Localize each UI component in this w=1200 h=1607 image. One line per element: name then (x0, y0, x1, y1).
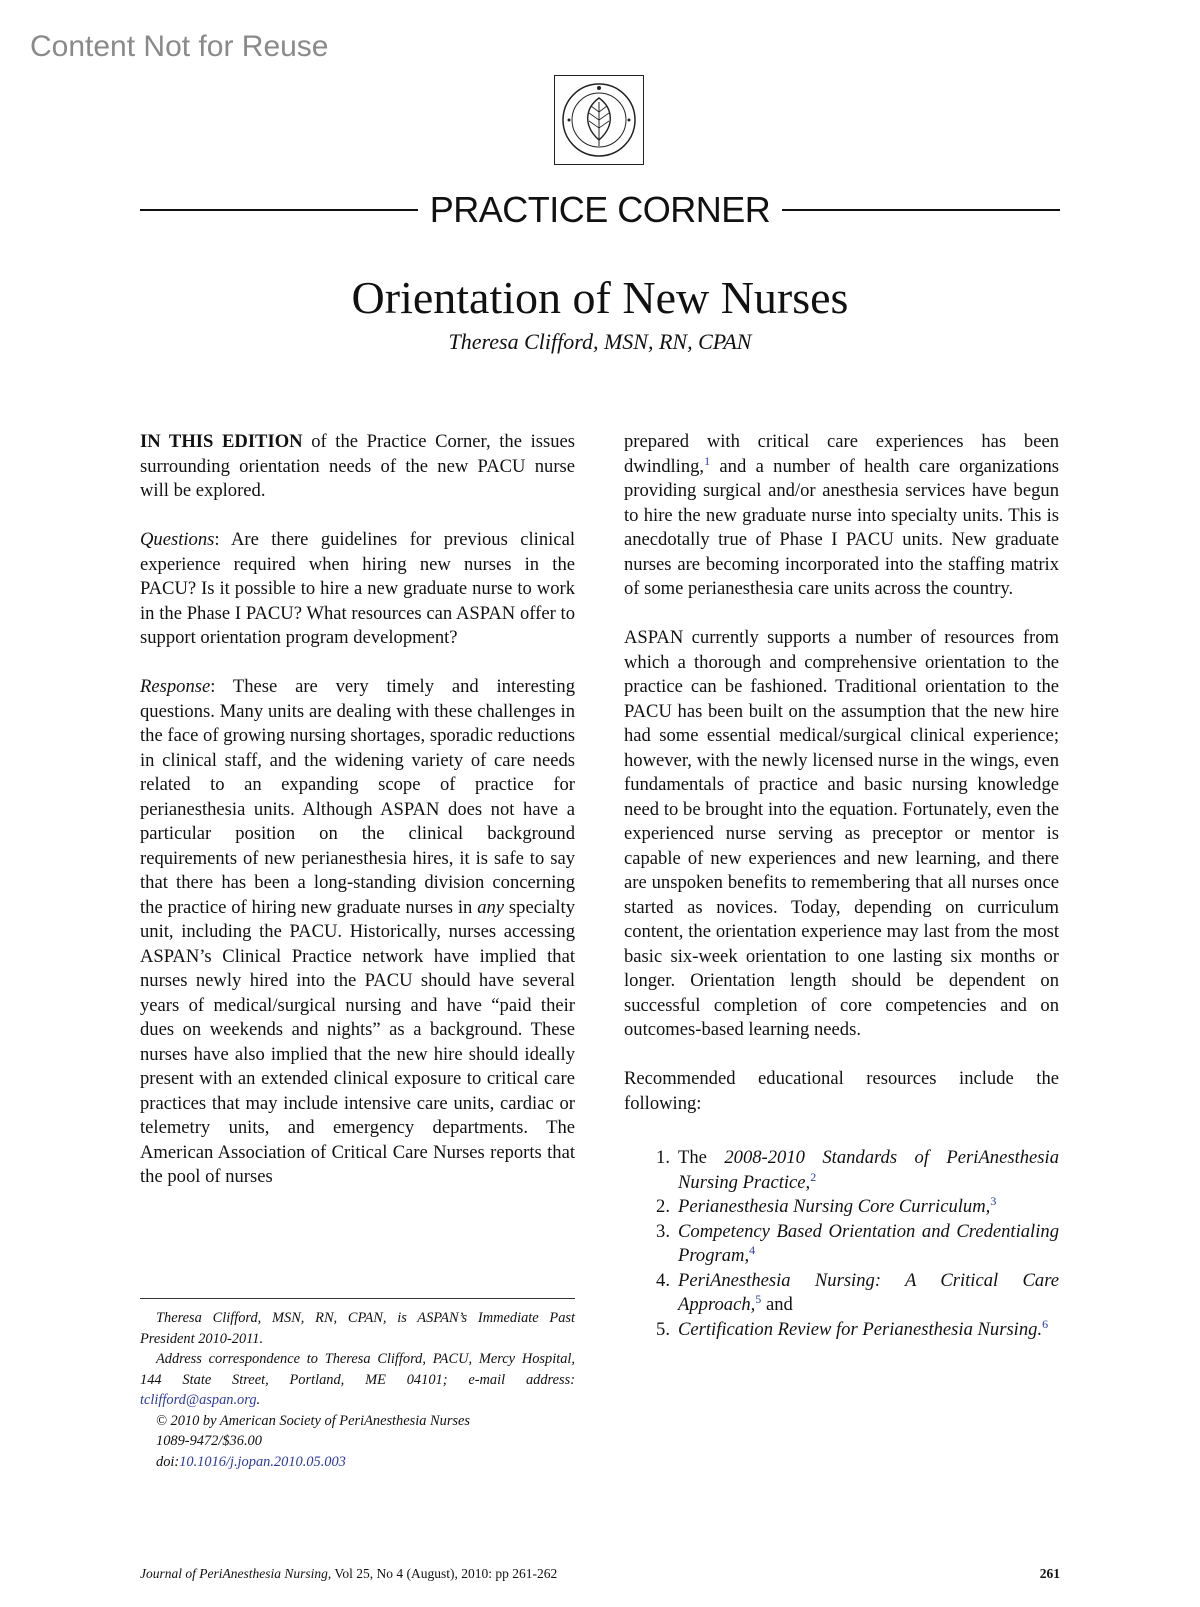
left-column (140, 430, 575, 1214)
resource-title: Certification Review for Perianesthesia Nursing. (678, 1318, 1043, 1340)
paragraph-text: and a number of health care organizations providing surgical and/or anesthesia services have begun to hire the new graduate nurse into specialty units. This is anecdotally true of Phase I PACU units. New graduate nurses are becoming incorporated into the staffing matrix of some perianesthesia care units across the country. (624, 455, 1059, 599)
doi-line (140, 1452, 575, 1473)
resource-text (678, 1195, 1059, 1220)
intro-text: of the Practice Corner, the issues surrounding orientation needs of the new PACU nurse will be explored. (140, 431, 575, 501)
right-column (624, 430, 1059, 1342)
journal-citation (140, 1565, 557, 1583)
resource-title: PeriAnesthesia Nursing: A Critical Care Approach, (678, 1269, 1059, 1315)
response-emphasis: any (477, 896, 505, 918)
resource-text (678, 1146, 1059, 1195)
resource-text (678, 1318, 1059, 1343)
resource-title: Competency Based Orientation and Credentialing Program, (678, 1220, 1059, 1266)
resource-title: Perianesthesia Nursing Core Curriculum, (678, 1196, 991, 1217)
article-author: Theresa Clifford, MSN, RN, CPAN (448, 329, 752, 354)
section-label: PRACTICE CORNER (429, 189, 771, 230)
resource-item (624, 1146, 1059, 1195)
footnote-divider (140, 1298, 575, 1299)
heading-rule-left (140, 209, 418, 211)
resource-reference-link[interactable]: 4 (749, 1242, 756, 1257)
resource-reference-link[interactable]: 6 (1042, 1316, 1049, 1331)
questions-paragraph (140, 528, 575, 651)
doi-label: doi: (156, 1453, 180, 1470)
response-label: Response (140, 676, 211, 697)
heading-rule-right (782, 209, 1060, 211)
paragraph-text: prepared with critical care experiences has been dwindling, (624, 431, 1059, 477)
response-text-2: specialty unit, including the PACU. Historically, nurses accessing ASPAN’s Clinical Practice network have implied that nurses newly hired into the PACU should have several years of medical/surgical nursing and have “paid their dues on weekends and nights” as a background. These nurses have also implied that the new hire should ideally present with an extended clinical exposure to critical care practices that may include intensive care units, cardiac or telemetry units, and emergency departments. The American Association of Critical Care Nurses reports that the pool of nurses (140, 896, 575, 1187)
resource-reference-link[interactable]: 3 (990, 1193, 997, 1208)
author-footnotes (140, 1308, 575, 1472)
address-end: . (256, 1392, 261, 1408)
address-text: Address correspondence to Theresa Clifford, PACU, Mercy Hospital, 144 State Street, Portland, ME 04101; e-mail address: (140, 1351, 575, 1388)
journal-name: Journal of PeriAnesthesia Nursing (140, 1566, 328, 1581)
aspan-seal-logo (554, 75, 644, 165)
questions-text: : Are there guidelines for previous clinical experience required when hiring new nurses in the PACU? Is it possible to hire a new graduate nurse to work in the Phase I PACU? What resources can ASPAN offer to support orientation program development? (140, 529, 575, 648)
resource-reference-link[interactable]: 5 (755, 1291, 762, 1306)
article-title: Orientation of New Nurses (351, 272, 849, 323)
reference-1-link[interactable]: 1 (704, 453, 711, 468)
watermark-text: Content Not for Reuse (30, 30, 329, 63)
resource-item (624, 1318, 1059, 1343)
email-link[interactable]: tclifford@aspan.org (140, 1392, 257, 1408)
right-paragraph-3: Recommended educational resources include the following: (624, 1068, 1059, 1114)
resource-number: 4. (656, 1269, 670, 1291)
resource-list (624, 1146, 1059, 1342)
resource-suffix: and (761, 1294, 793, 1315)
resource-reference-link[interactable]: 2 (810, 1169, 817, 1184)
doi-link[interactable]: 10.1016/j.jopan.2010.05.003 (179, 1453, 346, 1470)
resource-text (678, 1269, 1059, 1318)
resource-prefix: The (678, 1147, 725, 1168)
citation-details: , Vol 25, No 4 (August), 2010: pp 261-262 (327, 1566, 558, 1581)
page-number: 261 (1039, 1566, 1060, 1581)
issn-price: 1089-9472/$36.00 (156, 1433, 262, 1449)
resource-number: 2. (656, 1196, 670, 1217)
resource-title: 2008-2010 Standards of PeriAnesthesia Nursing Practice, (678, 1147, 1060, 1193)
intro-lead: IN THIS EDITION (140, 431, 303, 452)
response-text-1: : These are very timely and interesting questions. Many units are dealing with these challenges in the face of growing nursing shortages, sporadic reductions in clinical staff, and the widening variety of care needs related to an expanding scope of practice for perianesthesia units. Although ASPAN does not have a particular position on the clinical background requirements of new perianesthesia hires, it is safe to say that there has been a long-standing division concerning the practice of hiring new graduate nurses in (140, 676, 575, 918)
resource-number: 1. (656, 1147, 670, 1168)
resource-item (624, 1269, 1059, 1318)
correspondence-address (140, 1349, 575, 1411)
resource-number: 5. (656, 1318, 670, 1340)
resource-item (624, 1220, 1059, 1269)
response-paragraph (140, 675, 575, 1190)
resource-item (624, 1195, 1059, 1220)
resource-text (678, 1220, 1059, 1269)
right-paragraph-1 (624, 430, 1059, 602)
copyright-line: © 2010 by American Society of PeriAnesthesia Nurses (156, 1412, 471, 1429)
questions-label: Questions (140, 529, 215, 550)
intro-paragraph (140, 430, 575, 504)
right-paragraph-2: ASPAN currently supports a number of resources from which a thorough and comprehensive orientation to the practice can be fashioned. Traditional orientation to the PACU has been built on the assumption that the new hire had some essential medical/surgical clinical experience; however, with the newly licensed nurse in the wings, even fundamentals of practice and basic nursing knowledge need to be brought into the equation. Fortunately, even the experienced nurse serving as preceptor or mentor is capable of new experiences and new learning, and there are unspoken benefits to remembering that all nurses once started as novices. Today, depending on curriculum content, the orientation experience may last from the most basic six-week orientation to one lasting six months or longer. Orientation length should be dependent on successful completion of core competencies and on outcomes-based learning needs. (624, 627, 1059, 1040)
resource-number: 3. (656, 1220, 670, 1242)
author-bio: Theresa Clifford, MSN, RN, CPAN, is ASPAN’s Immediate Past President 2010-2011. (140, 1310, 575, 1347)
aspan-society-seal-icon (555, 76, 643, 164)
section-heading (140, 188, 1060, 232)
